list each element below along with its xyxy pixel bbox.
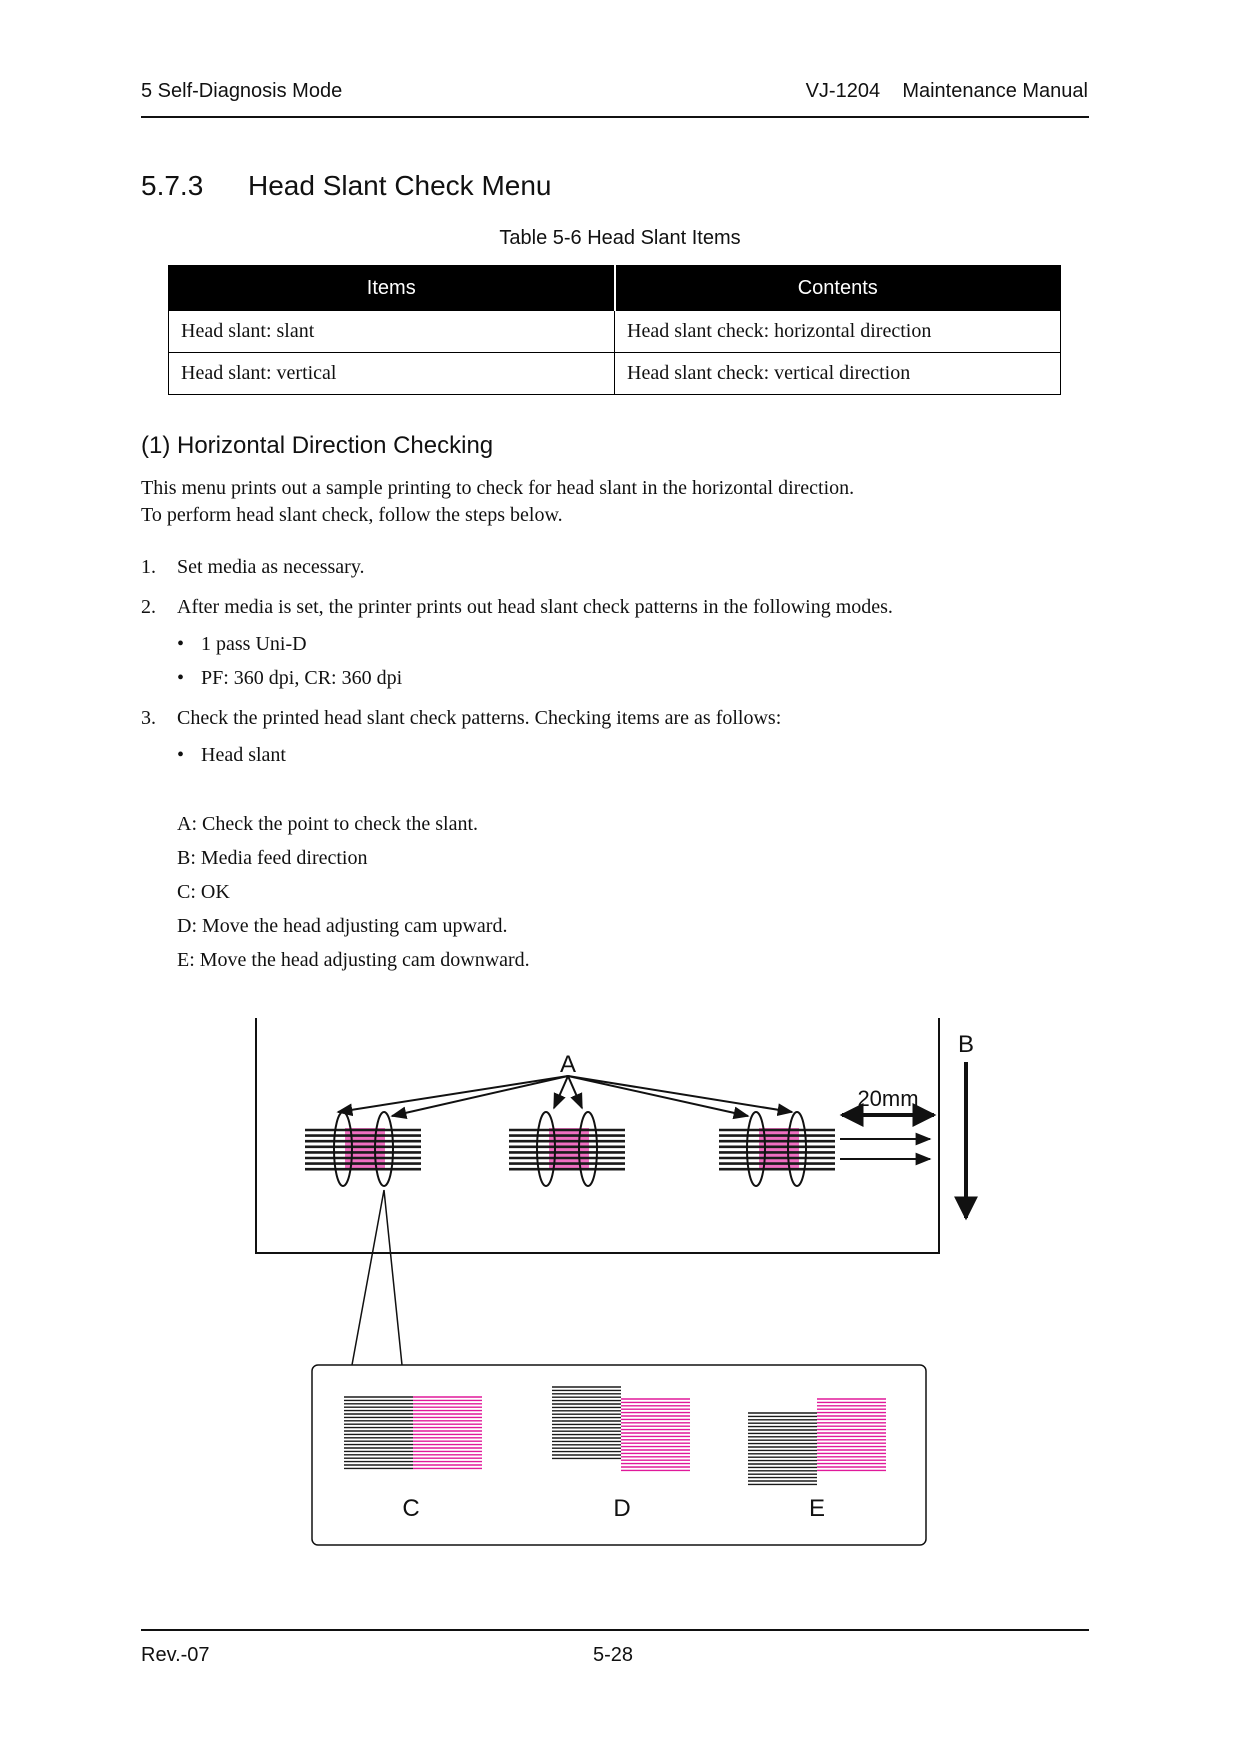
legend-e: E: Move the head adjusting cam downward. [177,949,530,971]
step-number: 3. [141,707,156,729]
table-cell: Head slant: vertical [169,353,615,395]
pointer-arrows-a [338,1076,792,1116]
bullet-item: 1 pass Uni-D [201,633,307,655]
section-title: Head Slant Check Menu [248,170,552,201]
legend-d: D: Move the head adjusting cam upward. [177,915,508,937]
step-number: 1. [141,556,156,578]
dimension-label: 20mm [857,1086,919,1111]
footer-revision: Rev.-07 [141,1644,210,1666]
pointer-arrow [338,1076,568,1112]
table-header-contents: Contents [615,266,1061,311]
table-header-items: Items [169,266,615,311]
label-c: C [402,1495,420,1522]
table-cell: Head slant check: horizontal direction [615,311,1061,353]
header-manual-title: VJ-1204 Maintenance Manual [805,80,1088,102]
bullet-item: Head slant [201,744,286,766]
label-a: A [559,1051,577,1078]
intro-line-2: To perform head slant check, follow the steps below. [141,504,563,526]
legend-a: A: Check the point to check the slant. [177,813,479,835]
check-pattern-center [509,1128,625,1170]
pointer-arrow [568,1076,792,1112]
check-pattern-right [719,1128,835,1170]
step-number: 2. [141,596,156,618]
legend-c: C: OK [177,881,230,903]
pointer-arrow [568,1076,582,1108]
footer-page-number: 5-28 [593,1644,634,1666]
header-chapter: 5 Self-Diagnosis Mode [141,80,343,102]
step-text: After media is set, the printer prints out head slant check patterns in the following modes. [177,596,893,618]
bullet-glyph: • [177,633,185,655]
legend-b: B: Media feed direction [177,847,368,869]
footer-rule [141,1629,1089,1631]
pointer-arrow [568,1076,748,1116]
label-e: E [808,1495,826,1522]
label-d: D [613,1495,631,1522]
bullet-glyph: • [177,744,185,766]
pointer-arrow [554,1076,568,1108]
check-pattern-left [305,1128,421,1170]
table-caption: Table 5-6 Head Slant Items [499,227,741,249]
label-b: B [957,1031,975,1058]
step-text: Set media as necessary. [177,556,365,578]
table-cell: Head slant: slant [169,311,615,353]
subsection-title: (1) Horizontal Direction Checking [141,432,494,459]
table-cell: Head slant check: vertical direction [615,353,1061,395]
step-text: Check the printed head slant check patterns. Checking items are as follows: [177,707,782,729]
intro-line-1: This menu prints out a sample printing to check for head slant in the horizontal direction. [141,477,855,499]
zoom-callout-lines [352,1190,402,1365]
pointer-arrow [392,1076,568,1116]
bullet-item: PF: 360 dpi, CR: 360 dpi [201,667,403,689]
section-number: 5.7.3 [141,170,204,201]
bullet-glyph: • [177,667,185,689]
